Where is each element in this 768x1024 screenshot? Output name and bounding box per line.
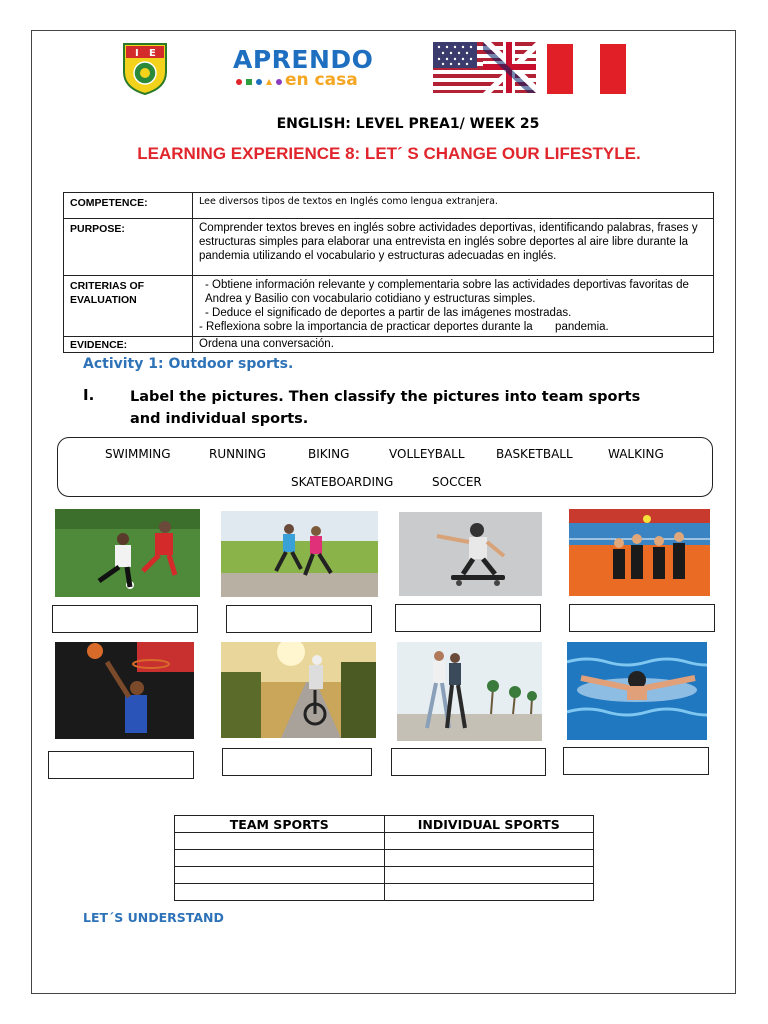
evidence-text: Ordena una conversación. (193, 337, 714, 353)
activity-title: Activity 1: Outdoor sports. (83, 356, 294, 372)
us-uk-flag-image (433, 42, 536, 93)
peru-flag-image (547, 44, 626, 94)
answer-box-3[interactable] (395, 604, 541, 632)
word-bank (57, 437, 713, 497)
individual-sports-cell[interactable] (384, 884, 594, 901)
aprendo-logo-dots (235, 77, 283, 87)
word-basketball: BASKETBALL (496, 447, 573, 461)
criteria-line-2: - Deduce el significado de deportes a partir de las imágenes mostradas. (205, 307, 572, 319)
word-volleyball: VOLLEYBALL (389, 447, 465, 461)
table-header-row (175, 816, 594, 833)
answer-box-6[interactable] (222, 748, 372, 776)
school-logo-letter-e: E (149, 48, 156, 59)
learning-experience-title: LEARNING EXPERIENCE 8: LET´ S CHANGE OUR LIFESTYLE. (137, 144, 641, 163)
table-row (175, 850, 594, 867)
table-row (175, 833, 594, 850)
answer-box-2[interactable] (226, 605, 372, 633)
table-row (64, 219, 714, 276)
table-row (175, 884, 594, 901)
biking-photo (221, 642, 376, 738)
word-swimming: SWIMMING (105, 447, 171, 461)
aprendo-logo-top: APRENDO (233, 45, 374, 74)
criteria-line-1: - Obtiene información relevante y complementaria sobre las actividades deportivas favoritas de Andrea y Basilio con vocabulario cotidiano y estructuras simples. (205, 279, 689, 305)
running-photo (221, 511, 378, 597)
basketball-photo (55, 642, 194, 739)
competence-text: Lee diversos tipos de textos en Inglés como lengua extranjera. (193, 193, 714, 219)
answer-box-8[interactable] (563, 747, 709, 775)
instruction-text: Label the pictures. Then classify the pictures into team sports and individual sports. (130, 389, 641, 427)
word-skateboarding: SKATEBOARDING (291, 475, 394, 489)
table-row (175, 867, 594, 884)
individual-sports-cell[interactable] (384, 850, 594, 867)
answer-box-7[interactable] (391, 748, 546, 776)
table-row (64, 276, 714, 337)
team-sports-cell[interactable] (175, 833, 385, 850)
school-crest-logo (122, 42, 168, 96)
individual-sports-cell[interactable] (384, 867, 594, 884)
table-row (64, 337, 714, 353)
volleyball-photo (569, 509, 710, 596)
skateboarding-photo (399, 512, 542, 596)
individual-sports-cell[interactable] (384, 833, 594, 850)
school-logo-letter-i: I (135, 48, 139, 59)
purpose-label: PURPOSE: (64, 219, 193, 276)
team-sports-cell[interactable] (175, 867, 385, 884)
answer-box-4[interactable] (569, 604, 715, 632)
aprendo-logo-bottom: en casa (285, 70, 358, 90)
soccer-photo (55, 509, 200, 597)
table-row (64, 193, 714, 219)
word-walking: WALKING (608, 447, 664, 461)
purpose-text: Comprender textos breves en inglés sobre actividades deportivas, identificando palabras, frases y estructuras simples para elaborar una entrevista en inglés sobre deportes al aire libre durante la pandemia utilizando el vocabulario y estructuras adecuadas en inglés. (193, 219, 714, 276)
instruction-number: I. (83, 386, 95, 404)
team-sports-cell[interactable] (175, 850, 385, 867)
answer-box-5[interactable] (48, 751, 194, 779)
criteria-line-3: - Reflexiona sobre la importancia de practicar deportes durante la pandemia. (199, 321, 609, 333)
competence-table (63, 192, 714, 353)
swimming-photo (567, 642, 707, 740)
individual-sports-header: INDIVIDUAL SPORTS (384, 816, 594, 833)
page-title: ENGLISH: LEVEL PREA1/ WEEK 25 (276, 116, 540, 132)
criteria-text (193, 276, 714, 337)
evidence-label: EVIDENCE: (64, 337, 193, 353)
team-sports-cell[interactable] (175, 884, 385, 901)
word-soccer: SOCCER (432, 475, 482, 489)
walking-photo (397, 642, 542, 741)
criteria-label: CRITERIAS OF EVALUATION (64, 276, 193, 337)
word-running: RUNNING (209, 447, 266, 461)
competence-label: COMPETENCE: (64, 193, 193, 219)
word-biking: BIKING (308, 447, 350, 461)
lets-understand-heading: LET´S UNDERSTAND (83, 910, 224, 925)
team-sports-header: TEAM SPORTS (175, 816, 385, 833)
aprendo-en-casa-logo (233, 46, 379, 94)
answer-box-1[interactable] (52, 605, 198, 633)
classification-table (174, 815, 594, 901)
